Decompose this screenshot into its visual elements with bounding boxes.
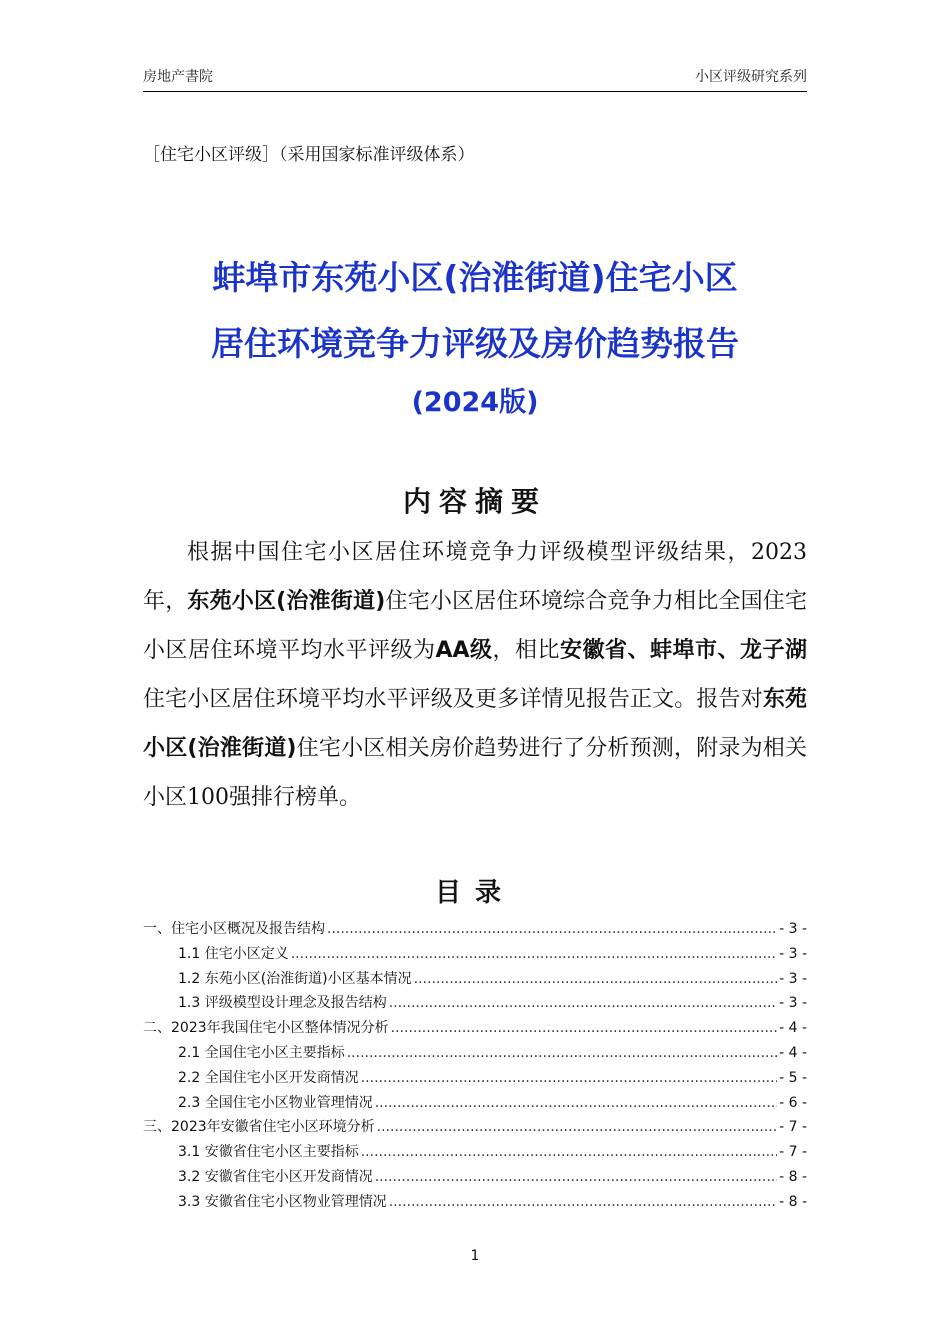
toc-entry-page: - 5 - <box>779 1069 807 1086</box>
abstract-text-4: 住宅小区居住环境平均水平评级及更多详情见报告正文。报告对 <box>143 687 763 712</box>
abstract-text-3: ，相比 <box>492 638 560 663</box>
toc-leader-dots <box>291 946 777 962</box>
toc-entry[interactable] <box>143 1141 807 1166</box>
header-divider <box>143 91 807 92</box>
toc-leader-dots <box>375 1095 777 1111</box>
abstract-bold-regions: 安徽省、蚌埠市、龙子湖 <box>560 638 807 663</box>
abstract-bold-community-2: 东苑小区(治淮街道) <box>143 687 807 761</box>
toc-leader-dots <box>377 1119 777 1135</box>
toc-entry-page: - 7 - <box>779 1119 807 1136</box>
abstract-bold-community: 东苑小区(治淮街道) <box>187 589 386 614</box>
toc-entry[interactable] <box>143 1166 807 1191</box>
toc-entry[interactable] <box>143 992 807 1017</box>
report-edition: (2024版) <box>411 387 539 418</box>
toc-entry-page: - 4 - <box>779 1044 807 1061</box>
toc-entry-label: 三、2023年安徽省住宅小区环境分析 <box>143 1119 375 1136</box>
toc-entry[interactable] <box>143 943 807 968</box>
toc-leader-dots <box>389 995 777 1011</box>
report-title-line-1: 蚌埠市东苑小区(治淮街道)住宅小区 <box>212 258 738 297</box>
header-publisher: 房地产書院 <box>143 69 213 85</box>
toc-entry-page: - 7 - <box>779 1144 807 1161</box>
toc-entry-page: - 3 - <box>779 995 807 1012</box>
toc-entry-page: - 3 - <box>779 921 807 937</box>
toc-leader-dots <box>389 1194 777 1210</box>
toc-entry[interactable] <box>143 1092 807 1117</box>
toc-entry-label: 3.2 安徽省住宅小区开发商情况 <box>178 1168 373 1185</box>
toc-entry-label: 3.3 安徽省住宅小区物业管理情况 <box>178 1193 387 1210</box>
abstract-heading: 内容摘要 <box>402 485 547 518</box>
toc-leader-dots <box>361 1070 777 1086</box>
toc-heading: 目录 <box>434 878 515 908</box>
toc-entry-label: 2.1 全国住宅小区主要指标 <box>178 1044 345 1061</box>
toc-leader-dots <box>347 1045 777 1061</box>
toc-entry-label: 1.3 评级模型设计理念及报告结构 <box>178 995 387 1012</box>
toc-entry[interactable] <box>143 1067 807 1092</box>
toc-entry[interactable] <box>143 1042 807 1067</box>
report-title-line-2: 居住环境竞争力评级及房价趋势报告 <box>211 324 739 363</box>
toc-entry-page: - 3 - <box>779 970 807 987</box>
page-number: 1 <box>470 1248 480 1264</box>
toc-leader-dots <box>414 971 777 987</box>
toc-entry-label: 3.1 安徽省住宅小区主要指标 <box>178 1144 359 1161</box>
toc-entry[interactable] <box>143 1116 807 1141</box>
header-series: 小区评级研究系列 <box>695 69 807 85</box>
abstract-paragraph <box>143 528 807 822</box>
toc-entry[interactable] <box>143 918 807 943</box>
toc-entry-label: 二、2023年我国住宅小区整体情况分析 <box>143 1020 389 1037</box>
abstract-text-5: 住宅小区相关房价趋势进行了分析预测，附录为相关小区100强排行榜单。 <box>143 736 807 810</box>
toc-entry-label: 1.1 住宅小区定义 <box>178 945 289 962</box>
toc-entry-page: - 8 - <box>779 1168 807 1185</box>
toc-entry-page: - 6 - <box>779 1094 807 1111</box>
abstract-text-1: 根据中国住宅小区居住环境竞争力评级模型评级结果，2023年， <box>143 540 807 614</box>
toc-entry-label: 2.3 全国住宅小区物业管理情况 <box>178 1094 373 1111</box>
toc-entry-label: 一、住宅小区概况及报告结构 <box>143 921 325 937</box>
toc-entry-page: - 8 - <box>779 1193 807 1210</box>
page-header <box>143 66 807 88</box>
toc-leader-dots <box>391 1020 777 1036</box>
abstract-bold-rating: AA级 <box>435 638 493 663</box>
report-category: ［住宅小区评级］（采用国家标准评级体系） <box>143 145 475 165</box>
toc-entry-page: - 3 - <box>779 945 807 962</box>
toc-entry-page: - 4 - <box>779 1020 807 1037</box>
toc-entry[interactable] <box>143 1191 807 1216</box>
table-of-contents <box>143 918 807 1216</box>
abstract-text-2: 住宅小区居住环境综合竞争力相比全国住宅小区居住环境平均水平评级为 <box>143 589 807 663</box>
toc-entry[interactable] <box>143 968 807 993</box>
toc-entry-label: 1.2 东苑小区(治淮街道)小区基本情况 <box>178 970 412 987</box>
toc-entry[interactable] <box>143 1017 807 1042</box>
toc-leader-dots <box>375 1169 777 1185</box>
toc-leader-dots <box>327 921 777 937</box>
toc-entry-label: 2.2 全国住宅小区开发商情况 <box>178 1069 359 1086</box>
toc-leader-dots <box>361 1144 777 1160</box>
